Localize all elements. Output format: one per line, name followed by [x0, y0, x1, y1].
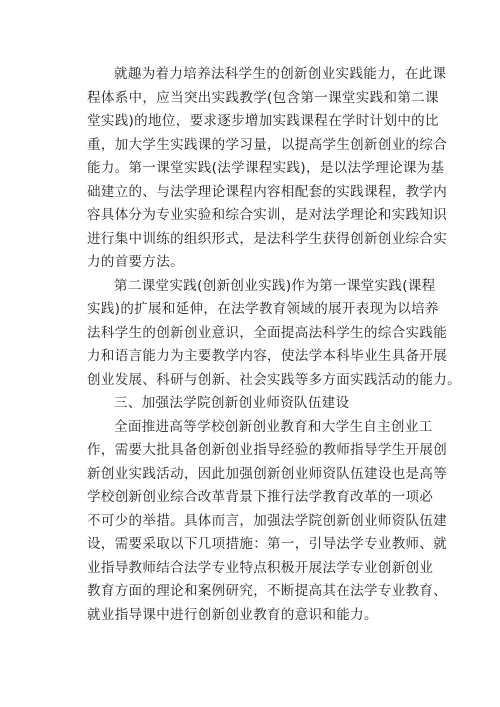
section-heading [87, 392, 432, 416]
text-line: 就业指导课中进行创新创业教育的意识和能力。 [87, 606, 378, 623]
text-line: 不可少的举措。具体而言，加强法学院创新创业师资队伍建 [87, 512, 448, 529]
text-line: 第二课堂实践(创新创业实践)作为第一课堂实践(课程 [114, 277, 436, 294]
text-line: 学校创新创业综合改革背景下推行法学教育改革的一项必 [87, 489, 434, 505]
text-line: 设，需要采取以下几项措施：第一，引导法学专业教师、就 [87, 536, 448, 552]
paragraph-3 [87, 416, 448, 628]
text-line: 力的首要方法。 [87, 254, 184, 270]
text-line: 容具体分为专业实验和综合实训，是对法学理论和实践知识 [87, 207, 448, 223]
text-line: 创业发展、科研与创新、社会实践等多方面实践活动的能力。 [87, 371, 461, 388]
paragraph-2 [87, 275, 461, 393]
text-line: 全面推进高等学校创新创业教育和大学生自主创业工 [114, 418, 433, 435]
text-line: 就趣为着力培养法科学生的创新创业实践能力，在此课 [114, 66, 447, 82]
text-line: 程体系中，应当突出实践教学(包含第一课堂实践和第二课 [87, 89, 439, 106]
text-line: 进行集中训练的组织形式，是法科学生获得创新创业综合实 [87, 230, 448, 247]
text-line: 能力。第一课堂实践(法学课程实践)，是以法学理论课为基 [87, 160, 445, 176]
text-line: 重，加大学生实践课的学习量，以提高学生创新创业的综合 [87, 136, 448, 153]
section-heading-text: 三、加强法学院创新创业师资队伍建设 [114, 395, 350, 411]
text-line: 础建立的、与法学理论课程内容相配套的实践课程，教学内 [87, 183, 448, 200]
text-line: 新创业实践活动，因此加强创新创业师资队伍建设也是高等 [87, 465, 448, 482]
text-line: 法科学生的创新创业意识，全面提高法科学生的综合实践能 [87, 324, 448, 341]
text-line: 实践)的扩展和延伸，在法学教育领域的展开表现为以培养 [87, 301, 439, 317]
text-line: 力和语言能力为主要教学内容，使法学本科毕业生具备开展 [87, 348, 448, 364]
text-line: 业指导教师结合法学专业特点积极开展法学专业创新创业 [87, 559, 434, 576]
text-line: 作，需要大批具备创新创业指导经验的教师指导学生开展创 [87, 442, 448, 458]
document-body [87, 63, 461, 627]
text-line: 教育方面的理论和案例研究，不断提高其在法学专业教育、 [87, 583, 448, 599]
paragraph-1 [87, 63, 448, 275]
text-line: 堂实践)的地位，要求逐步增加实践课程在学时计划中的比 [87, 113, 439, 129]
